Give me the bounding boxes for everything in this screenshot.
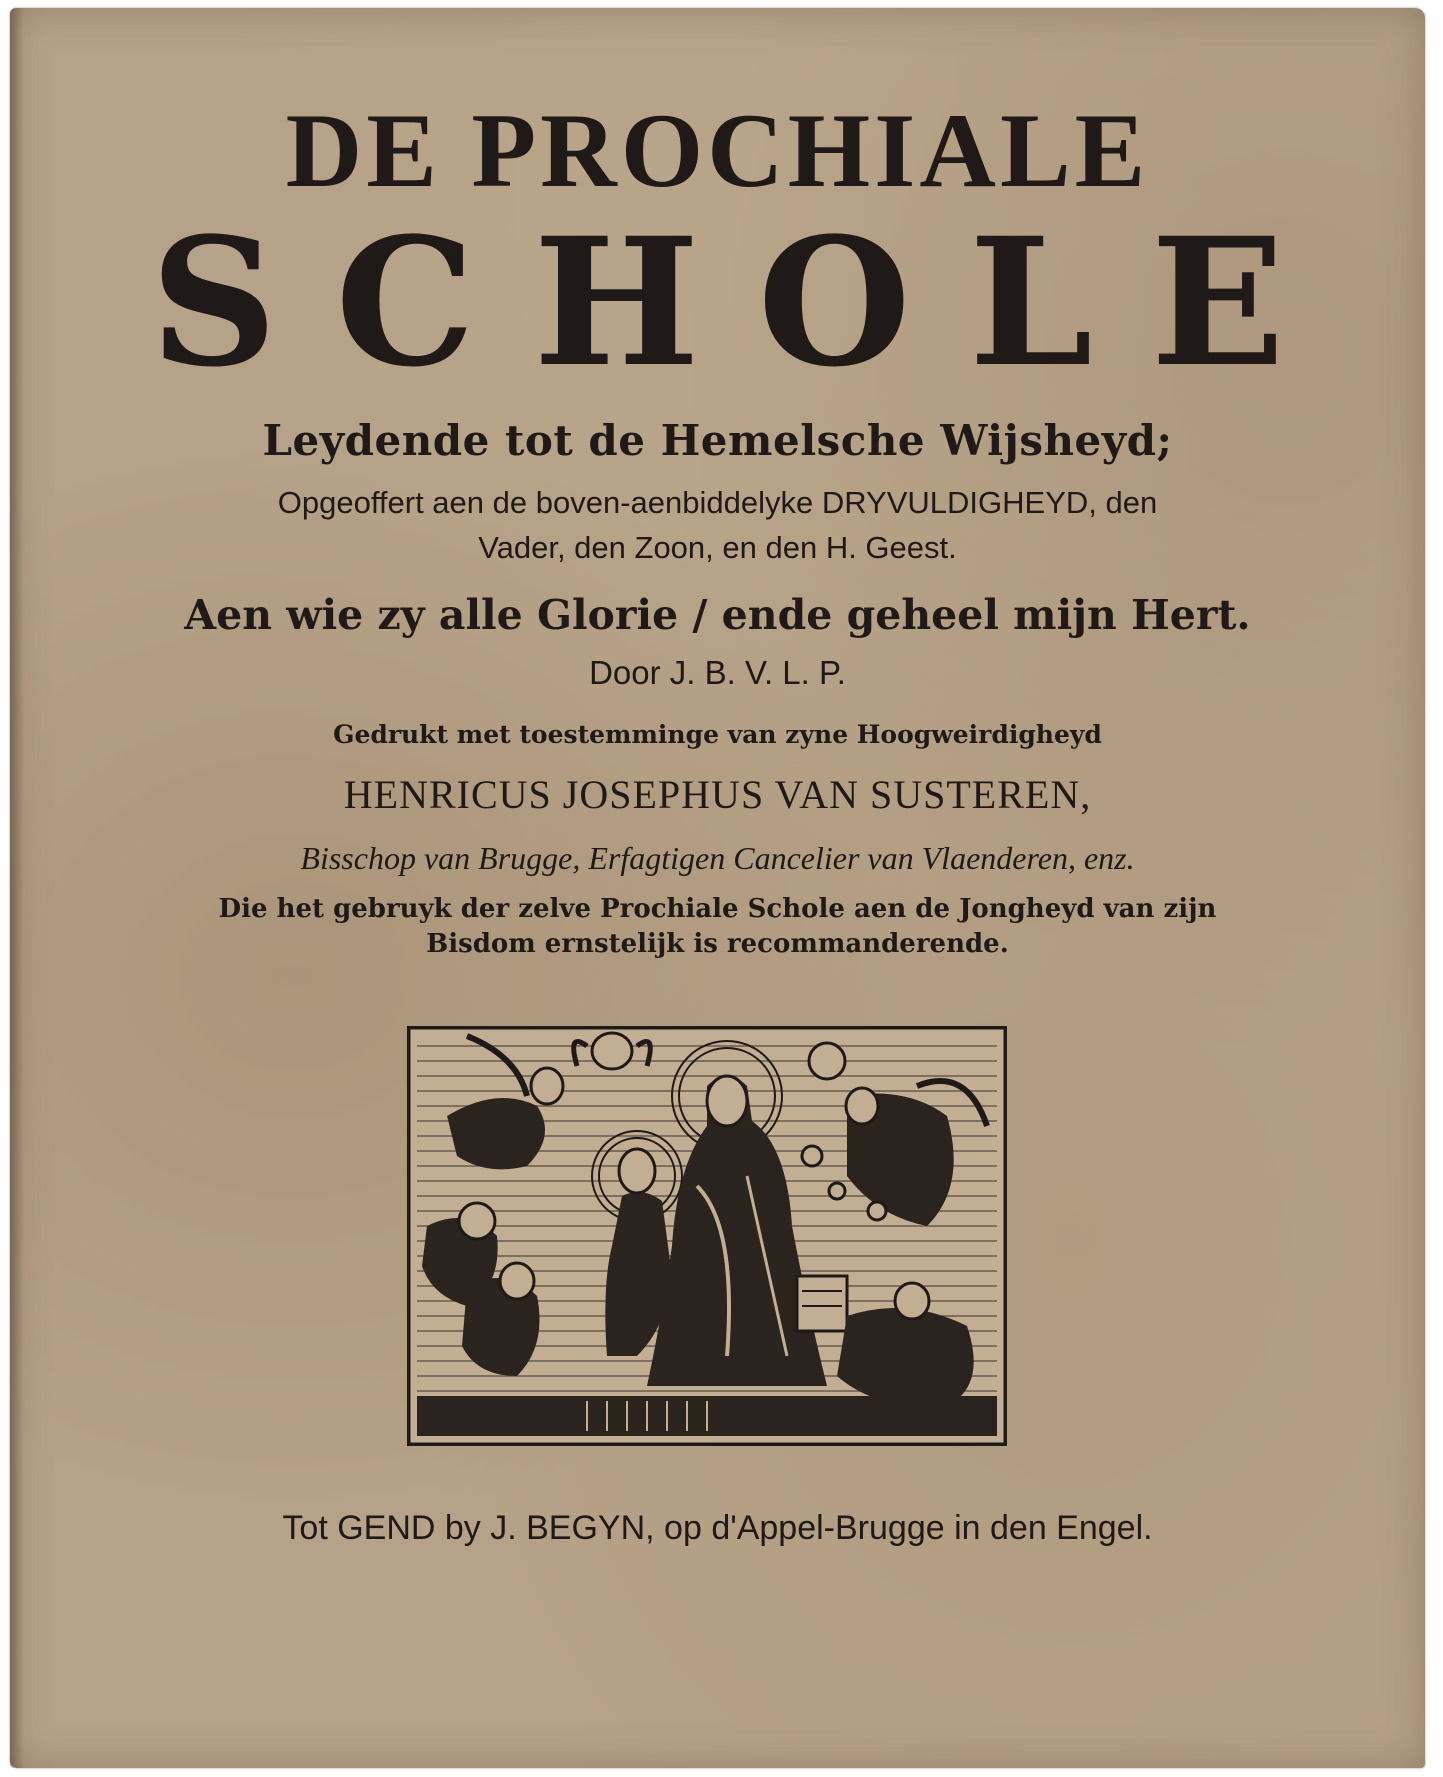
subtitle-blackletter: Leydende tot de Hemelsche Wijsheyd; <box>262 416 1173 465</box>
title-line-2: SCHOLE <box>150 199 1343 406</box>
title-line-1: DE PROCHIALE <box>285 92 1150 209</box>
woodcut-illustration <box>407 1026 1007 1446</box>
dedication-line-1: Opgeoffert aen de boven-aenbiddelyke DRYVULDIGHEYD, den <box>277 485 1158 520</box>
recommendation-line-2: Bisdom ernstelijk is recommanderende. <box>426 929 1009 959</box>
recommendation-line-1: Die het gebruyk der zelve Prochiale Schole aen de Jongheyd van zijn <box>218 894 1217 924</box>
dedication-line-2: Vader, den Zoon, en den H. Geest. <box>478 530 957 565</box>
book-cover <box>10 8 1425 1768</box>
author-line: Door J. B. V. L. P. <box>589 654 846 691</box>
bishop-title: Bisschop van Brugge, Erfagtigen Cancelier van Vlaenderen, enz. <box>300 840 1135 876</box>
bishop-name: HENRICUS JOSEPHUS VAN SUSTEREN, <box>343 772 1092 817</box>
approval-line: Gedrukt met toestemminge van zyne Hoogweirdigheyd <box>333 720 1102 749</box>
imprint-line: Tot GEND by J. BEGYN, op d'Appel-Brugge in den Engel. <box>282 1509 1153 1547</box>
motto-blackletter: Aen wie zy alle Glorie / ende geheel mijn Hert. <box>184 591 1251 639</box>
